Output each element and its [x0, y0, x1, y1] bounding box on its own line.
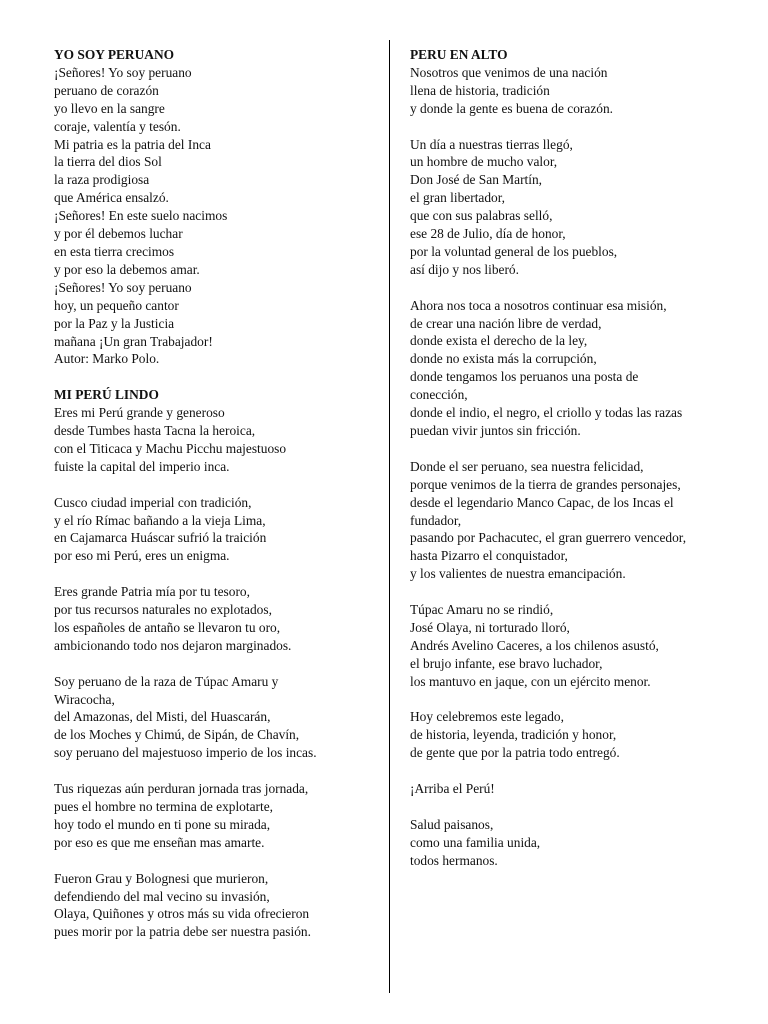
poem-line: desde el legendario Manco Capac, de los Incas el: [410, 494, 674, 510]
poem-line: por la voluntad general de los pueblos,: [410, 243, 618, 259]
poem-line: y donde la gente es buena de corazón.: [410, 100, 614, 116]
poem-line: Andrés Avelino Caceres, a los chilenos asustó,: [410, 637, 659, 653]
poem: [54, 386, 384, 941]
poem-line: pasando por Pachacutec, el gran guerrero vencedor,: [410, 530, 687, 546]
poem-line: donde exista el derecho de la ley,: [410, 333, 588, 349]
poem-line: ese 28 de Julio, día de honor,: [410, 226, 566, 242]
poem-line: por eso es que me enseñan mas amarte.: [54, 834, 265, 850]
poem-line: del Amazonas, del Misti, del Huascarán,: [54, 709, 271, 725]
poem-line: hoy, un pequeño cantor: [54, 297, 179, 313]
poem-line: hoy todo el mundo en ti pone su mirada,: [54, 816, 271, 832]
poem-line: en esta tierra crecimos: [54, 243, 175, 259]
poem-line: ¡Señores! En este suelo nacimos: [54, 208, 228, 224]
poem-line: ¡Señores! Yo soy peruano: [54, 64, 192, 80]
poem-line: el brujo infante, ese bravo luchador,: [410, 655, 603, 671]
poem-line: de los Moches y Chimú, de Sipán, de Chavín,: [54, 727, 300, 743]
stanza: [410, 816, 740, 870]
poem-line: Salud paisanos,: [410, 816, 494, 832]
poem-line: conección,: [410, 387, 468, 403]
poem-line: Ahora nos toca a nosotros continuar esa misión,: [410, 297, 667, 313]
poem-line: pues morir por la patria debe ser nuestra pasión.: [54, 924, 311, 940]
poem-line: Fueron Grau y Bolognesi que murieron,: [54, 870, 269, 886]
poem-line: coraje, valentía y tesón.: [54, 118, 181, 134]
poem-title: MI PERÚ LINDO: [54, 387, 159, 403]
poem-line: los mantuvo en jaque, con un ejército menor.: [410, 673, 651, 689]
poem-line: Autor: Marko Polo.: [54, 351, 160, 367]
column-divider: [389, 40, 390, 993]
poem-line: Nosotros que venimos de una nación: [410, 64, 608, 80]
poem-line: desde Tumbes hasta Tacna la heroica,: [54, 423, 256, 439]
stanza: [54, 494, 384, 566]
poem-line: ¡Señores! Yo soy peruano: [54, 279, 192, 295]
poem-line: así dijo y nos liberó.: [410, 261, 519, 277]
poem-line: donde no exista más la corrupción,: [410, 351, 597, 367]
poem-line: llena de historia, tradición: [410, 82, 550, 98]
poem-line: donde tengamos los peruanos una posta de: [410, 369, 639, 385]
poem: [410, 46, 740, 870]
poem-line: Un día a nuestras tierras llegó,: [410, 136, 573, 152]
poem-line: defendiendo del mal vecino su invasión,: [54, 888, 270, 904]
poem-title: YO SOY PERUANO: [54, 47, 175, 62]
poem-line: ¡Arriba el Perú!: [410, 781, 495, 797]
poem-line: el gran libertador,: [410, 190, 506, 206]
poem-line: ambicionando todo nos dejaron marginados.: [54, 637, 292, 653]
poem-line: pues el hombre no termina de explotarte,: [54, 798, 274, 814]
poem-line: de crear una nación libre de verdad,: [410, 315, 602, 331]
poem-line: y por eso la debemos amar.: [54, 261, 200, 277]
stanza: [410, 780, 740, 798]
poem-line: de gente que por la patria todo entregó.: [410, 745, 620, 761]
poem-line: mañana ¡Un gran Trabajador!: [54, 333, 213, 349]
poem-line: soy peruano del majestuoso imperio de los incas.: [54, 745, 317, 761]
poem-line: por tus recursos naturales no explotados,: [54, 602, 272, 618]
stanza: [410, 297, 740, 440]
poem-line: Wiracocha,: [54, 691, 115, 707]
poem-line: Hoy celebremos este legado,: [410, 709, 564, 725]
poem-line: José Olaya, ni torturado lloró,: [410, 619, 570, 635]
poem-line: Soy peruano de la raza de Túpac Amaru y: [54, 673, 279, 689]
poem-line: Don José de San Martín,: [410, 172, 543, 188]
poem-line: fuiste la capital del imperio inca.: [54, 458, 230, 474]
poem-line: un hombre de mucho valor,: [410, 154, 558, 170]
poem-line: Túpac Amaru no se rindió,: [410, 602, 554, 618]
stanza: [410, 708, 740, 762]
stanza: [54, 583, 384, 655]
poem-line: de historia, leyenda, tradición y honor,: [410, 727, 617, 743]
poem-line: la tierra del dios Sol: [54, 154, 162, 170]
poem-line: Mi patria es la patria del Inca: [54, 136, 211, 152]
stanza: [54, 870, 384, 942]
poem-line: los españoles de antaño se llevaron tu oro,: [54, 619, 281, 635]
stanza: [410, 64, 740, 118]
poem-line: peruano de corazón: [54, 82, 159, 98]
poem-line: Cusco ciudad imperial con tradición,: [54, 494, 252, 510]
poem-line: la raza prodigiosa: [54, 172, 150, 188]
poem-line: todos hermanos.: [410, 852, 498, 868]
stanza: [54, 64, 384, 368]
poem-line: que América ensalzó.: [54, 190, 169, 206]
poem-line: y los valientes de nuestra emancipación.: [410, 566, 626, 582]
poem-line: puedan vivir juntos sin fricción.: [410, 423, 581, 438]
poem-line: y el río Rímac bañando a la vieja Lima,: [54, 512, 266, 528]
poem-line: que con sus palabras selló,: [410, 208, 553, 224]
stanza: [410, 136, 740, 279]
poem-line: Eres grande Patria mía por tu tesoro,: [54, 584, 250, 600]
poem-line: yo llevo en la sangre: [54, 100, 165, 116]
poem-line: Olaya, Quiñones y otros más su vida ofrecieron: [54, 906, 310, 922]
poem-line: fundador,: [410, 512, 462, 528]
poem-line: donde el indio, el negro, el criollo y todas las razas: [410, 405, 683, 421]
poem-line: Donde el ser peruano, sea nuestra felicidad,: [410, 458, 644, 474]
stanza: [54, 673, 384, 763]
poem-line: en Cajamarca Huáscar sufrió la traición: [54, 530, 267, 546]
poem-line: como una familia unida,: [410, 834, 541, 850]
poem-line: Tus riquezas aún perduran jornada tras jornada,: [54, 781, 309, 797]
poem-line: por la Paz y la Justicia: [54, 315, 175, 331]
poem-line: Eres mi Perú grande y generoso: [54, 405, 225, 421]
left-column: [54, 46, 384, 959]
poem-line: por eso mi Perú, eres un enigma.: [54, 548, 230, 564]
poem-line: y por él debemos luchar: [54, 226, 183, 242]
poem: [54, 46, 384, 368]
poem-line: con el Titicaca y Machu Picchu majestuoso: [54, 440, 287, 456]
poem-title: PERU EN ALTO: [410, 47, 508, 62]
poem-line: porque venimos de la tierra de grandes personajes,: [410, 476, 681, 492]
stanza: [410, 458, 740, 583]
stanza: [54, 780, 384, 852]
stanza: [54, 404, 384, 476]
stanza: [410, 601, 740, 691]
poem-line: hasta Pizarro el conquistador,: [410, 548, 568, 564]
right-column: [410, 46, 740, 887]
